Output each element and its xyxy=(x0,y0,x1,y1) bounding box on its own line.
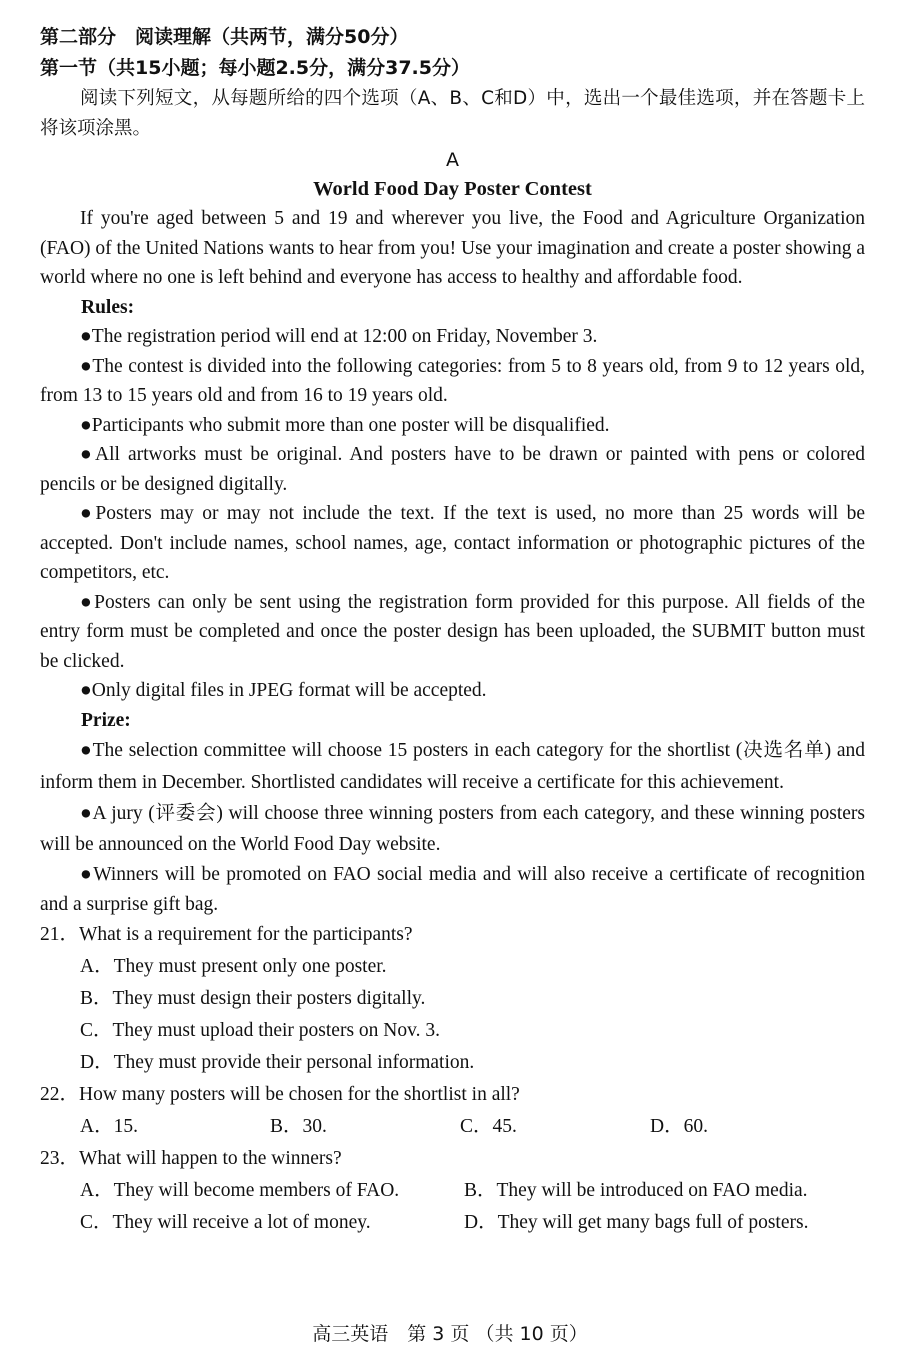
rule-item: ●Participants who submit more than one poster will be disqualified. xyxy=(80,414,610,436)
option-b[interactable]: B．They will be introduced on FAO media. xyxy=(464,1180,808,1201)
instruction-text: 阅读下列短文，从每题所给的四个选项（A、B、C和D）中，选出一个最佳选项，并在答题卡上将该项涂黑。 xyxy=(40,88,865,139)
question-21 xyxy=(40,919,865,1079)
rule-item: ●Posters can only be sent using the registration form provided for this purpose. All fields of the entry form must be completed and once the poster design has been uploaded, the SUBMIT button must be clicked. xyxy=(40,591,865,672)
rule-item: ●Posters may or may not include the text. If the text is used, no more than 25 words will be accepted. Don't include names, school names, age, contact information or photographic pictures of the competitors, etc. xyxy=(40,503,865,583)
option-d[interactable]: D．They will get many bags full of posters. xyxy=(464,1212,809,1233)
option-d[interactable]: D．They must provide their personal information. xyxy=(80,1052,475,1073)
option-c[interactable]: C．They will receive a lot of money. xyxy=(80,1212,371,1233)
question-stem: 21．What is a requirement for the participants? xyxy=(40,924,413,945)
rule-item: ●Only digital files in JPEG format will be accepted. xyxy=(80,680,487,701)
option-b[interactable]: B．30. xyxy=(270,1116,327,1137)
prize-heading: Prize: xyxy=(81,709,131,731)
passage-title: World Food Day Poster Contest xyxy=(313,178,592,200)
section-heading: 第一节（共15小题；每小题2.5分，满分37.5分） xyxy=(40,57,470,79)
question-23 xyxy=(40,1143,865,1239)
prize-item: ●A jury (评委会) will choose three winning posters from each category, and these winning posters will be announced on the World Food Day website. xyxy=(40,803,865,855)
prize-item: ●The selection committee will choose 15 posters in each category for the shortlist (决选名单) and inform them in December. Shortlisted candidates will receive a certificate for this achievement. xyxy=(40,740,865,793)
question-stem: 22．How many posters will be chosen for the shortlist in all? xyxy=(40,1084,520,1105)
passage-letter: A xyxy=(446,149,459,171)
passage-intro: If you're aged between 5 and 19 and wherever you live, the Food and Agriculture Organization (FAO) of the United Nations wants to hear from you! Use your imagination and create a poster showing a world where no one is left behind and everyone has access to healthy and affordable food. xyxy=(40,208,865,288)
option-c[interactable]: C．45. xyxy=(460,1116,517,1137)
rules-heading: Rules: xyxy=(81,296,135,318)
option-a[interactable]: A．15. xyxy=(80,1116,138,1137)
part-heading: 第二部分 阅读理解（共两节，满分50分） xyxy=(40,26,409,48)
option-d[interactable]: D．60. xyxy=(650,1116,708,1137)
exam-page xyxy=(40,22,865,1239)
prize-item: ●Winners will be promoted on FAO social media and will also receive a certificate of recognition and a surprise gift bag. xyxy=(40,864,865,915)
question-22 xyxy=(40,1079,865,1143)
rule-item: ●The registration period will end at 12:00 on Friday, November 3. xyxy=(80,326,598,347)
option-c[interactable]: C．They must upload their posters on Nov. 3. xyxy=(80,1020,440,1041)
option-a[interactable]: A．They will become members of FAO. xyxy=(80,1180,400,1201)
question-stem: 23．What will happen to the winners? xyxy=(40,1148,342,1169)
option-a[interactable]: A．They must present only one poster. xyxy=(80,956,387,977)
rule-item: ●All artworks must be original. And posters have to be drawn or painted with pens or colored pencils or be designed digitally. xyxy=(40,444,865,495)
page-footer: 高三英语 第 3 页 （共 10 页） xyxy=(312,1323,588,1345)
option-b[interactable]: B．They must design their posters digitally. xyxy=(80,988,426,1009)
rule-item: ●The contest is divided into the following categories: from 5 to 8 years old, from 9 to 12 years old, from 13 to 15 years old and from 16 to 19 years old. xyxy=(40,355,865,406)
